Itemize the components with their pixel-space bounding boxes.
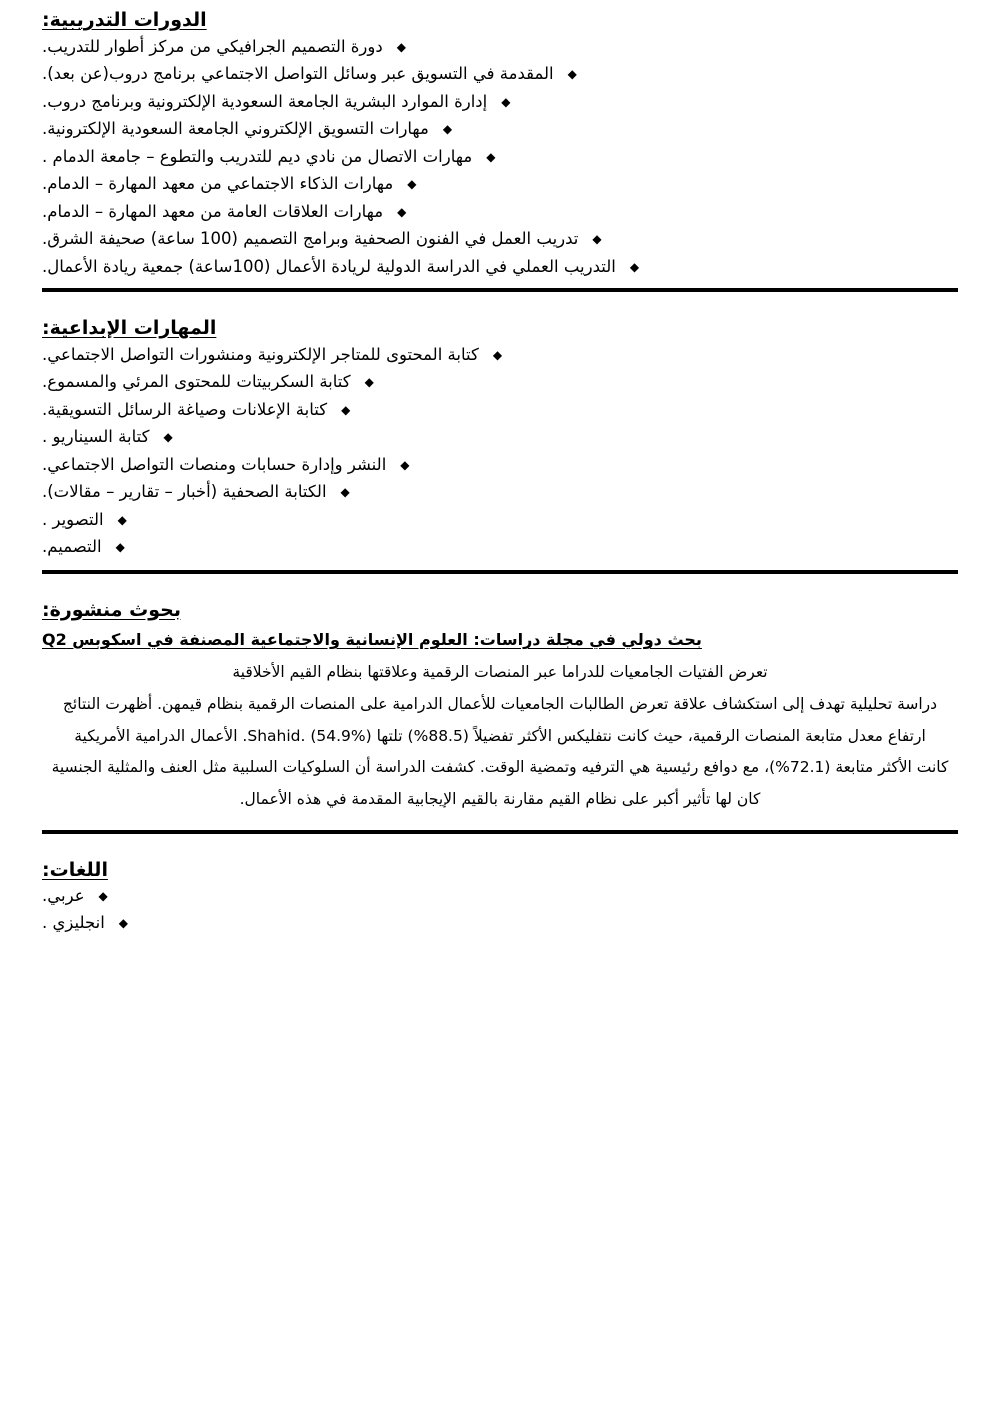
diamond-bullet-icon: ◆ [486, 149, 496, 164]
list-item-text: المقدمة في التسويق عبر وسائل التواصل الاجتماعي برنامج دروب(عن بعد). [42, 64, 554, 83]
abstract-line: ارتفاع معدل متابعة المنصات الرقمية، حيث كانت نتفليكس الأكثر تفضيلاً (88.5%) تلتها Shahid. (54.9%). الأعمال الدرامية الأمريكية [74, 726, 926, 745]
list-item [42, 344, 958, 364]
section-divider [42, 830, 958, 834]
diamond-bullet-icon: ◆ [407, 177, 417, 191]
list-item [42, 912, 958, 932]
list-item [42, 91, 958, 111]
creative-skills-list [42, 344, 958, 556]
list-item [42, 146, 958, 166]
diamond-bullet-icon: ◆ [629, 259, 640, 274]
diamond-bullet-icon: ◆ [118, 915, 129, 930]
creative-skills-heading: المهارات الإبداعية: [42, 317, 217, 339]
abstract-line: كان لها تأثير أكبر على نظام القيم مقارنة بالقيم الإيجابية المقدمة في هذه الأعمال. [239, 790, 761, 809]
list-item [42, 201, 958, 221]
list-item-text: مهارات الاتصال من نادي ديم للتدريب والتطوع – جامعة الدمام . [42, 146, 473, 166]
diamond-bullet-icon: ◆ [98, 889, 108, 904]
section-divider [42, 288, 958, 292]
diamond-bullet-icon: ◆ [117, 512, 127, 527]
section-creative-skills [42, 314, 958, 556]
list-item [42, 484, 958, 501]
list-item-text: مهارات التسويق الإلكتروني الجامعة السعودية الإلكترونية. [42, 119, 429, 138]
list-item-text: مهارات العلاقات العامة من معهد المهارة – الدمام. [42, 201, 384, 221]
diamond-bullet-icon: ◆ [442, 122, 453, 136]
list-item [42, 539, 958, 556]
diamond-bullet-icon: ◆ [400, 457, 410, 472]
list-item [42, 121, 958, 138]
section-languages [42, 856, 958, 932]
list-item-text: التصميم. [42, 537, 102, 556]
list-item-text: إدارة الموارد البشرية الجامعة السعودية الإلكترونية وبرنامج دروب. [42, 91, 488, 111]
list-item-text: دورة التصميم الجرافيكي من مركز أطوار للتدريب. [42, 36, 383, 56]
diamond-bullet-icon: ◆ [340, 485, 350, 499]
diamond-bullet-icon: ◆ [341, 402, 351, 417]
diamond-bullet-icon: ◆ [592, 232, 602, 246]
list-item [42, 36, 958, 56]
list-item-text: عربي. [42, 886, 85, 906]
published-research-heading: بحوث منشورة: [42, 598, 181, 621]
list-item-text: الكتابة الصحفية (أخبار – تقارير – مقالات). [42, 482, 327, 501]
diamond-bullet-icon: ◆ [396, 39, 406, 54]
diamond-bullet-icon: ◆ [364, 375, 374, 389]
research-abstract [42, 657, 958, 816]
abstract-line: تعرض الفتيات الجامعيات للدراما عبر المنصات الرقمية وعلاقتها بنظام القيم الأخلاقية [232, 663, 768, 681]
section-divider [42, 570, 958, 574]
diamond-bullet-icon: ◆ [492, 347, 503, 362]
list-item [42, 256, 958, 276]
list-item [42, 399, 958, 419]
list-item-text: كتابة الإعلانات وصياغة الرسائل التسويقية. [42, 399, 328, 419]
training-courses-heading: الدورات التدريبية: [42, 9, 207, 31]
abstract-line: دراسة تحليلية تهدف إلى استكشاف علاقة تعرض الطالبات الجامعيات للأعمال الدرامية على المنصات الرقمية بنظام قيمهن. أظهرت النتائج [62, 694, 938, 713]
list-item [42, 429, 958, 446]
list-item-text: كتابة السيناريو . [42, 427, 150, 446]
list-item [42, 66, 958, 83]
diamond-bullet-icon: ◆ [163, 430, 173, 444]
list-item [42, 176, 958, 193]
abstract-line: كانت الأكثر متابعة (72.1%)، مع دوافع رئيسية هي الترفيه وتمضية الوقت. كشفت الدراسة أن السلوكيات السلبية مثل العنف والمثلية الجنسية [51, 758, 949, 777]
list-item-text: تدريب العمل في الفنون الصحفية وبرامج التصميم (100 ساعة) صحيفة الشرق. [42, 229, 579, 248]
section-published-research [42, 596, 958, 816]
list-item-text: النشر وإدارة حسابات ومنصات التواصل الاجتماعي. [42, 454, 387, 474]
diamond-bullet-icon: ◆ [397, 204, 407, 219]
languages-heading: اللغات: [42, 858, 108, 881]
diamond-bullet-icon: ◆ [115, 540, 125, 554]
list-item-text: التصوير . [42, 509, 104, 529]
list-item [42, 231, 958, 248]
training-courses-list [42, 36, 958, 276]
diamond-bullet-icon: ◆ [567, 67, 577, 81]
research-paper-title: بحث دولي في مجلة دراسات: العلوم الإنسانية والاجتماعية المصنفة في اسكوبس Q2 [42, 630, 702, 649]
list-item [42, 509, 958, 529]
list-item [42, 888, 958, 905]
list-item-text: التدريب العملي في الدراسة الدولية لريادة الأعمال (100ساعة) جمعية ريادة الأعمال. [42, 256, 616, 276]
section-training-courses [42, 6, 958, 275]
diamond-bullet-icon: ◆ [501, 94, 511, 109]
list-item-text: مهارات الذكاء الاجتماعي من معهد المهارة – الدمام. [42, 174, 394, 193]
languages-list [42, 888, 958, 931]
list-item [42, 374, 958, 391]
list-item [42, 454, 958, 474]
list-item-text: كتابة المحتوى للمتاجر الإلكترونية ومنشورات التواصل الاجتماعي. [42, 344, 479, 364]
list-item-text: كتابة السكربيتات للمحتوى المرئي والمسموع. [42, 372, 351, 391]
list-item-text: انجليزي . [42, 912, 105, 932]
